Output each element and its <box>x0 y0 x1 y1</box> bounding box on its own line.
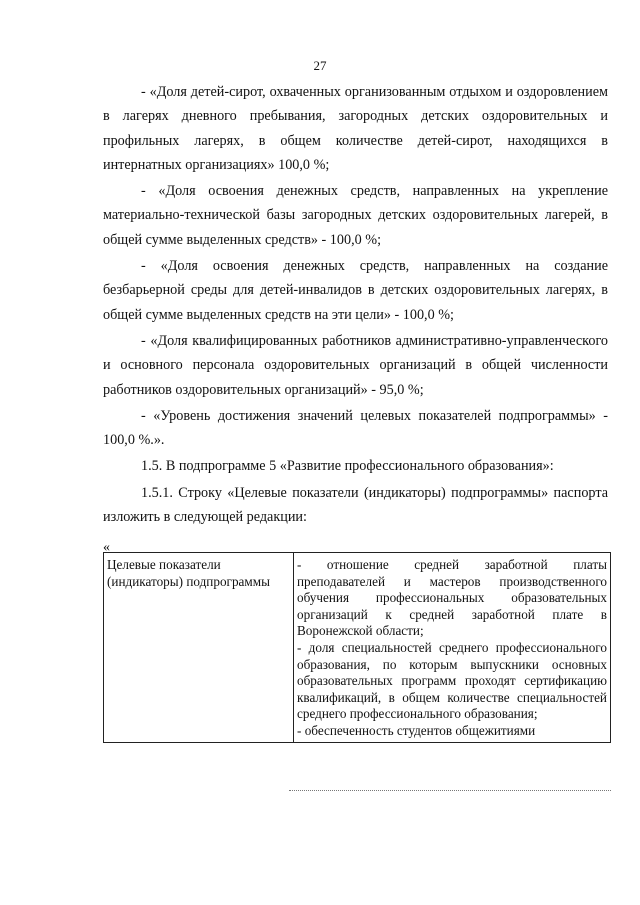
page-cut-edge <box>289 790 611 797</box>
paragraph-target-level: - «Уровень достижения значений целевых показателей подпрограммы» - 100,0 %.». <box>103 407 608 449</box>
paragraph-qualified-staff: - «Доля квалифицированных работников административно-управленческого и основного персонала оздоровительных организаций в общей численности работников оздоровительных организаций» - 95,0 %; <box>103 332 608 398</box>
passport-table <box>103 552 611 743</box>
opening-quote-mark: « <box>103 540 110 555</box>
paragraph-orphans-recreation: - «Доля детей-сирот, охваченных организованным отдыхом и оздоровлением в лагерях дневного пребывания, загородных детских оздоровительных и профильных лагерях, в общем количестве детей-сирот, находящихся в интернатных организациях» 100,0 %; <box>103 84 608 173</box>
indicator-item: - доля специальностей среднего профессионального образования, по которым выпускники основных образовательных программ проходят сертификацию квалификаций, в общем количестве специальностей среднего профессионального образования; <box>297 639 607 722</box>
indicator-item: - отношение средней заработной платы преподавателей и мастеров производственного обучения профессиональных образовательных организаций к средней заработной плате в Воронежской области; <box>297 557 607 639</box>
paragraph-material-base: - «Доля освоения денежных средств, направленных на укрепление материально-технической базы загородных детских оздоровительных лагерей, в общей сумме выделенных средств» - 100,0 %; <box>103 183 608 248</box>
page-number: 27 <box>313 58 327 73</box>
paragraph-subprogram-5: 1.5. В подпрограмме 5 «Развитие профессионального образования»: <box>141 458 554 475</box>
paragraph-barrier-free: - «Доля освоения денежных средств, направленных на создание безбарьерной среды для детей-инвалидов в детских оздоровительных лагерях, в общей сумме выделенных средств на эти цели» - 100,0 %; <box>103 258 608 323</box>
table-row <box>104 553 611 743</box>
document-body <box>103 80 608 529</box>
indicator-label-cell: Целевые показатели (индикаторы) подпрограммы <box>104 553 294 743</box>
indicator-list-cell <box>294 553 611 743</box>
paragraph-1-5-1: 1.5.1. Строку «Целевые показатели (индикаторы) подпрограммы» паспорта изложить в следующей редакции: <box>103 484 608 526</box>
indicator-item: - обеспеченность студентов общежитиями <box>297 722 536 738</box>
